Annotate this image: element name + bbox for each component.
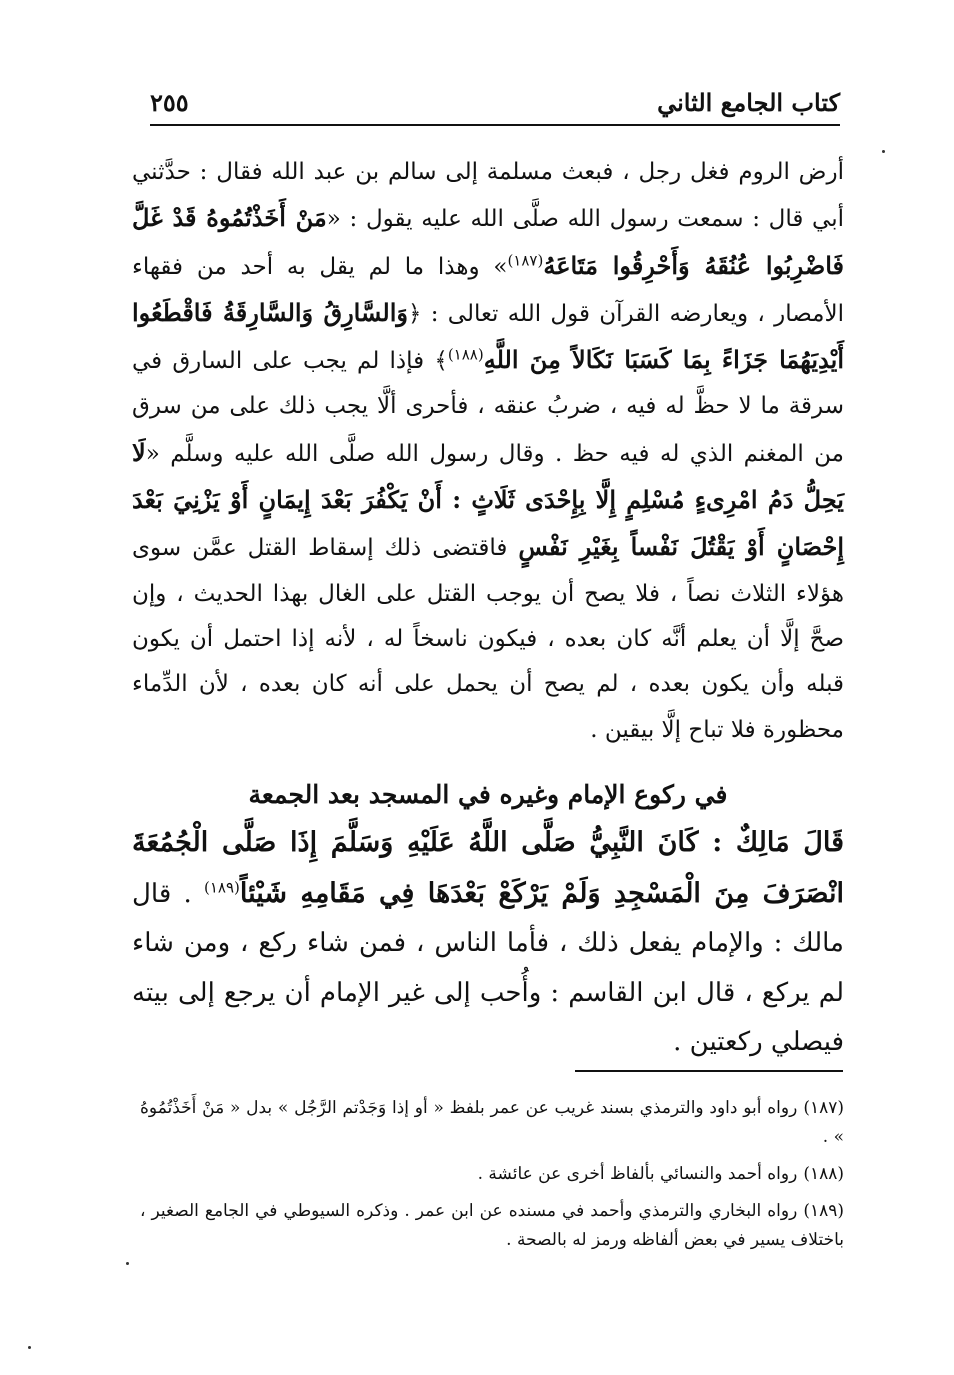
footnote-reference: (١٨٨)	[447, 345, 484, 364]
section-heading: في ركوع الإمام وغيره في المسجد بعد الجمعة	[248, 780, 728, 809]
body-text-segment: فاقتضى ذلك إسقاط القتل عمَّن سوى هؤلاء الثلاث نصاً ، فلا يصح أن يوجب القتل على الغال بهذا الحديث ، وإن صحَّ إلَّا أن يعلم أنَّه كان بعده ، فيكون ناسخاً له ، لأنه إذا احتمل أن يكون قبله وأن يكون بعده ، لم يصح أن يحمل على أنه كان بعده ، لأن الدِّماء محظورة فلا تباح إلَّا بيقين .	[132, 535, 844, 743]
footnotes	[140, 1094, 844, 1263]
footnote-number: (١٨٨)	[803, 1164, 844, 1184]
footnote-reference: (١٨٧)	[507, 250, 544, 269]
book-title: كتاب الجامع الثاني	[657, 88, 840, 117]
body-text-segment: » وهذا ما لم يقل به أحد من فقهاء الأمصار ، ويعارضه القرآن قول الله تعالى : ﴿	[132, 253, 844, 327]
footnote	[140, 1160, 844, 1189]
footnote	[140, 1094, 844, 1152]
footnote-text: رواه البخاري والترمذي وأحمد في مسنده عن ابن عمر . وذكره السيوطي في الجامع الصغير ، باختلاف يسير في بعض ألفاظه ورمز له بالصحة .	[140, 1201, 844, 1250]
footnote	[140, 1197, 844, 1255]
hadith-text: قَالَ مَالِكٌ : كَانَ النَّبِيُّ صَلَّى اللَّهُ عَلَيْهِ وَسَلَّمَ إِذَا صَلَّى الْجُمُعَةَ انْصَرَفَ مِنَ الْمَسْجِدِ وَلَمْ يَرْكَعْ بَعْدَهَا فِي مَقَامِهِ شَيْئاً	[132, 827, 844, 909]
scan-speck	[126, 1262, 129, 1265]
body-paragraph	[132, 150, 844, 753]
quran-quote: وَالسَّارِقُ وَالسَّارِقَةُ فَاقْطَعُوا أَيْدِيَهُمَا جَزَاءً بِمَا كَسَبَا نَكَالاً مِنَ اللَّهِ	[132, 297, 844, 375]
section-text	[132, 818, 844, 1068]
scan-speck	[882, 150, 885, 153]
body-text-segment: ﴾ فإذا لم يجب على السارق في سرقة ما لا حظَّ له فيه ، ضربُ عنقه ، فأحرى ألَّا يجب ذلك على من سرق من المغنم الذي له فيه حظ . وقال رسول الله صلَّى الله عليه وسلَّم «	[132, 348, 844, 467]
scan-speck	[28, 1346, 31, 1349]
footnote-text: رواه أبو داود والترمذي بسند غريب عن عمر بلفظ « أو إذا وَجَدْتم الرَّجُل » بدل « مَنْ أَخَذْتُمُوهُ » .	[140, 1098, 844, 1147]
footnote-reference: (١٨٩)	[203, 877, 240, 896]
footnote-number: (١٨٩)	[803, 1201, 844, 1221]
section-paragraph	[132, 818, 844, 1068]
footnote-text: رواه أحمد والنسائي بألفاظ أخرى عن عائشة .	[477, 1164, 798, 1184]
footnote-number: (١٨٧)	[803, 1098, 844, 1118]
header-divider	[150, 124, 840, 126]
main-text	[132, 150, 844, 753]
hadith-quote: مَنْ أَخَذْتُمُوهُ قَدْ غَلَّ فَاضْرِبُوا عُنُقَهُ وَأَحْرِقُوا مَتَاعَهُ	[132, 203, 845, 280]
section-body-text: . قال مالك : والإمام يفعل ذلك ، فأما الناس ، فمن شاء ركع ، ومن شاء لم يركع ، قال ابن القاسم : وأُحب إلى غير الإمام أن يرجع إلى بيته فيصلي ركعتين .	[132, 878, 844, 1057]
hadith-quote: لَا يَحِلُّ دَمُ امْرِىءٍ مُسْلِمٍ إِلَّا بِإِحْدَى ثَلَاثٍ : أَنْ يَكْفُرَ بَعْدَ إِيمَانٍ أَوْ يَزْنِيَ بَعْدَ إِحْصَانٍ أَوْ يَقْتُلَ نَفْساً بِغَيْرِ نَفْسٍ	[132, 437, 844, 562]
body-text-segment: أرض الروم فغل رجل ، فبعث مسلمة إلى سالم بن عبد الله فقال : حدَّثني أبي قال : سمعت رسول الله صلَّى الله عليه يقول : «	[132, 159, 844, 233]
footnote-divider	[575, 1070, 843, 1072]
page-number: ٢٥٥	[150, 88, 189, 117]
running-header	[150, 82, 840, 126]
